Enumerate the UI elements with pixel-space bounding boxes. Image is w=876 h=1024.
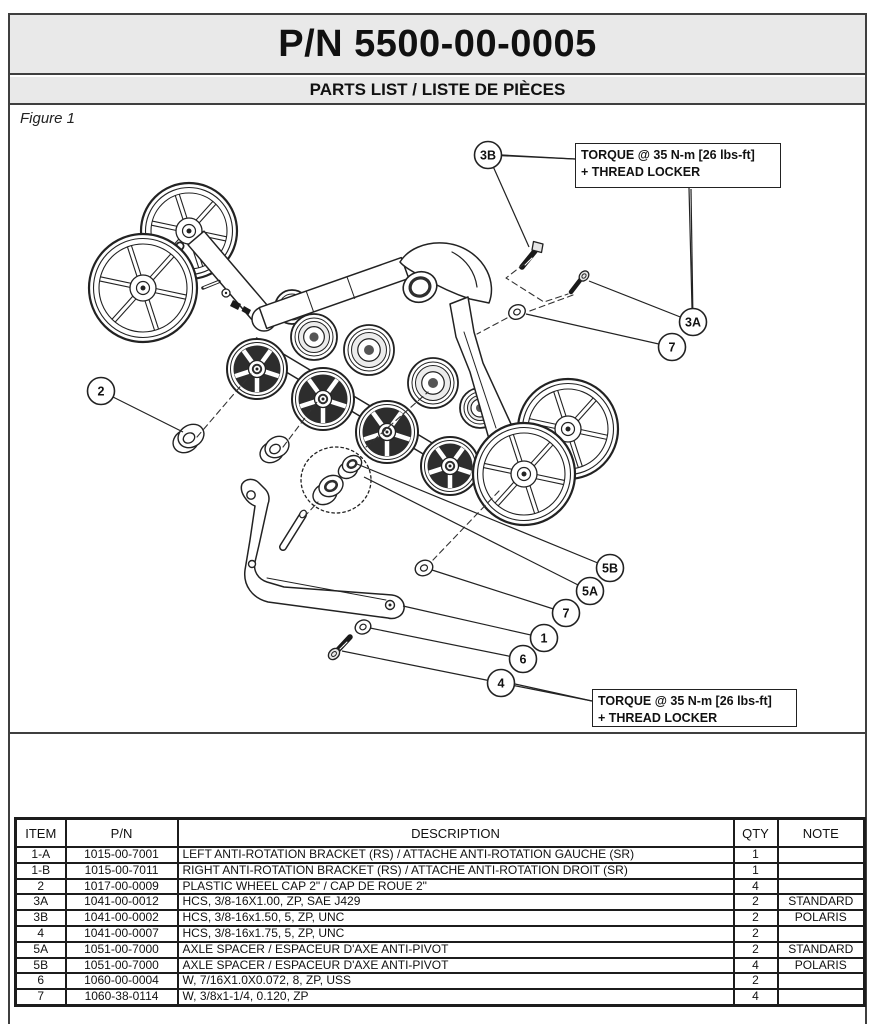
table-cell: HCS, 3/8-16x1.75, 5, ZP, UNC: [178, 926, 734, 942]
table-cell: STANDARD: [778, 942, 865, 958]
figure-label: Figure 1: [20, 110, 76, 127]
idler-wheel: [408, 358, 458, 408]
table-cell: 1051-00-7000: [66, 942, 178, 958]
table-cell: 2: [734, 926, 778, 942]
bracket-pin-face: [283, 515, 303, 547]
callout-label: 6: [519, 652, 527, 667]
parts-table: [14, 817, 866, 1007]
torque-note-line2: + THREAD LOCKER: [598, 710, 718, 725]
table-cell: 1051-00-7000: [66, 958, 178, 974]
idler-wheel: [473, 423, 575, 525]
table-cell: W, 7/16X1.0X0.072, 8, ZP, USS: [178, 973, 734, 989]
bracket-tip-dot: [389, 604, 392, 607]
table-cell: 1-B: [16, 863, 66, 879]
table-cell: RIGHT ANTI-ROTATION BRACKET (RS) / ATTACHE ANTI-ROTATION DROIT (SR): [178, 863, 734, 879]
table-cell: AXLE SPACER / ESPACEUR D'AXE ANTI-PIVOT: [178, 942, 734, 958]
table-row: [16, 863, 865, 879]
page-title: P/N 5500-00-0005: [278, 22, 597, 65]
table-cell: 2: [16, 879, 66, 895]
idler-wheel: [227, 339, 287, 399]
table-cell: 1015-00-7011: [66, 863, 178, 879]
table-cell: 1-A: [16, 847, 66, 863]
callout-balloon-3b: [475, 142, 502, 169]
table-cell: PLASTIC WHEEL CAP 2" / CAP DE ROUE 2": [178, 879, 734, 895]
table-cell: STANDARD: [778, 894, 865, 910]
callout-leader-line: [432, 570, 566, 613]
callout-leader-line: [403, 606, 544, 638]
idler-wheel: [292, 368, 354, 430]
table-cell: 5A: [16, 942, 66, 958]
callout-label: 5A: [582, 584, 598, 599]
idler-wheel: [421, 437, 479, 495]
tube-slot-face: [204, 282, 218, 288]
table-cell: 2: [734, 942, 778, 958]
torque-note-line2: + THREAD LOCKER: [581, 164, 701, 179]
bolt-3a-shaft: [571, 279, 581, 292]
callout-leader-line: [526, 314, 672, 347]
table-cell: 3A: [16, 894, 66, 910]
table-cell: 1041-00-0012: [66, 894, 178, 910]
callout-label: 7: [562, 606, 570, 621]
table-cell: 1015-00-7001: [66, 847, 178, 863]
table-row: [16, 879, 865, 895]
table-row: [16, 847, 865, 863]
callout-label: 7: [668, 340, 676, 355]
figure-border-bottom: [10, 732, 865, 734]
callout-balloon-7: [659, 334, 686, 361]
table-row: [16, 942, 865, 958]
bolt-3b-head: [532, 242, 543, 253]
table-cell: LEFT ANTI-ROTATION BRACKET (RS) / ATTACHE ANTI-ROTATION GAUCHE (SR): [178, 847, 734, 863]
column-header-pn: P/N: [66, 819, 178, 848]
tube-bolt-dot: [225, 292, 227, 294]
callout-balloon-1: [531, 625, 558, 652]
column-header-note: NOTE: [778, 819, 865, 848]
table-cell: POLARIS: [778, 910, 865, 926]
table-cell: 4: [734, 989, 778, 1005]
table-cell: [778, 879, 865, 895]
table-cell: 4: [734, 958, 778, 974]
table-cell: 1: [734, 847, 778, 863]
torque-note: [575, 143, 781, 188]
callout-leader-line: [370, 628, 523, 659]
bolt-4-shaft: [337, 637, 350, 651]
callout-balloon-4: [488, 670, 515, 697]
table-cell: HCS, 3/8-16X1.00, ZP, SAE J429: [178, 894, 734, 910]
table-cell: 2: [734, 910, 778, 926]
callout-leader-line: [488, 155, 529, 247]
callout-label: 1: [540, 631, 548, 646]
table-cell: 4: [734, 879, 778, 895]
column-header-description: DESCRIPTION: [178, 819, 734, 848]
callout-balloon-5a: [577, 578, 604, 605]
callout-label: 2: [97, 384, 105, 399]
table-cell: 6: [16, 973, 66, 989]
callout-balloon-3a: [680, 309, 707, 336]
table-cell: [778, 989, 865, 1005]
table-cell: 2: [734, 894, 778, 910]
table-cell: 5B: [16, 958, 66, 974]
torque-note-line1: TORQUE @ 35 N-m [26 lbs-ft]: [598, 694, 772, 708]
idler-wheel: [356, 401, 418, 463]
table-cell: [778, 847, 865, 863]
table-cell: [778, 973, 865, 989]
table-cell: 1017-00-0009: [66, 879, 178, 895]
table-row: [16, 958, 865, 974]
torque-note-line1: TORQUE @ 35 N-m [26 lbs-ft]: [581, 148, 755, 162]
table-cell: [778, 926, 865, 942]
table-cell: 1060-38-0114: [66, 989, 178, 1005]
table-cell: 1041-00-0007: [66, 926, 178, 942]
torque-note: [592, 689, 797, 727]
table-cell: W, 3/8x1-1/4, 0.120, ZP: [178, 989, 734, 1005]
table-row: [16, 973, 865, 989]
callout-balloon-6: [510, 646, 537, 673]
idler-wheel: [89, 234, 197, 342]
parts-table-header-row: [16, 819, 865, 848]
table-cell: 2: [734, 973, 778, 989]
table-cell: [778, 863, 865, 879]
page-subtitle: PARTS LIST / LISTE DE PIÈCES: [309, 80, 566, 99]
callout-balloon-7: [553, 600, 580, 627]
column-header-qty: QTY: [734, 819, 778, 848]
callout-label: 5B: [602, 561, 618, 576]
idler-wheel: [291, 314, 337, 360]
callout-balloon-2: [88, 378, 115, 405]
table-cell: 1: [734, 863, 778, 879]
table-row: [16, 894, 865, 910]
table-cell: 1060-00-0004: [66, 973, 178, 989]
callout-label: 3A: [685, 315, 701, 330]
idler-wheel: [344, 325, 394, 375]
table-row: [16, 910, 865, 926]
bracket-hole: [247, 491, 255, 499]
table-cell: POLARIS: [778, 958, 865, 974]
table-cell: AXLE SPACER / ESPACEUR D'AXE ANTI-PIVOT: [178, 958, 734, 974]
column-header-item: ITEM: [16, 819, 66, 848]
table-cell: 4: [16, 926, 66, 942]
bracket-hole: [249, 561, 256, 568]
callout-balloon-5b: [597, 555, 624, 582]
table-cell: 7: [16, 989, 66, 1005]
callout-label: 3B: [480, 148, 496, 163]
callout-label: 4: [497, 676, 505, 691]
table-cell: 1041-00-0002: [66, 910, 178, 926]
table-row: [16, 926, 865, 942]
table-cell: 3B: [16, 910, 66, 926]
table-cell: HCS, 3/8-16x1.50, 5, ZP, UNC: [178, 910, 734, 926]
table-row: [16, 989, 865, 1005]
callout-leader-line: [342, 651, 501, 683]
callout-leader-line: [589, 281, 693, 322]
